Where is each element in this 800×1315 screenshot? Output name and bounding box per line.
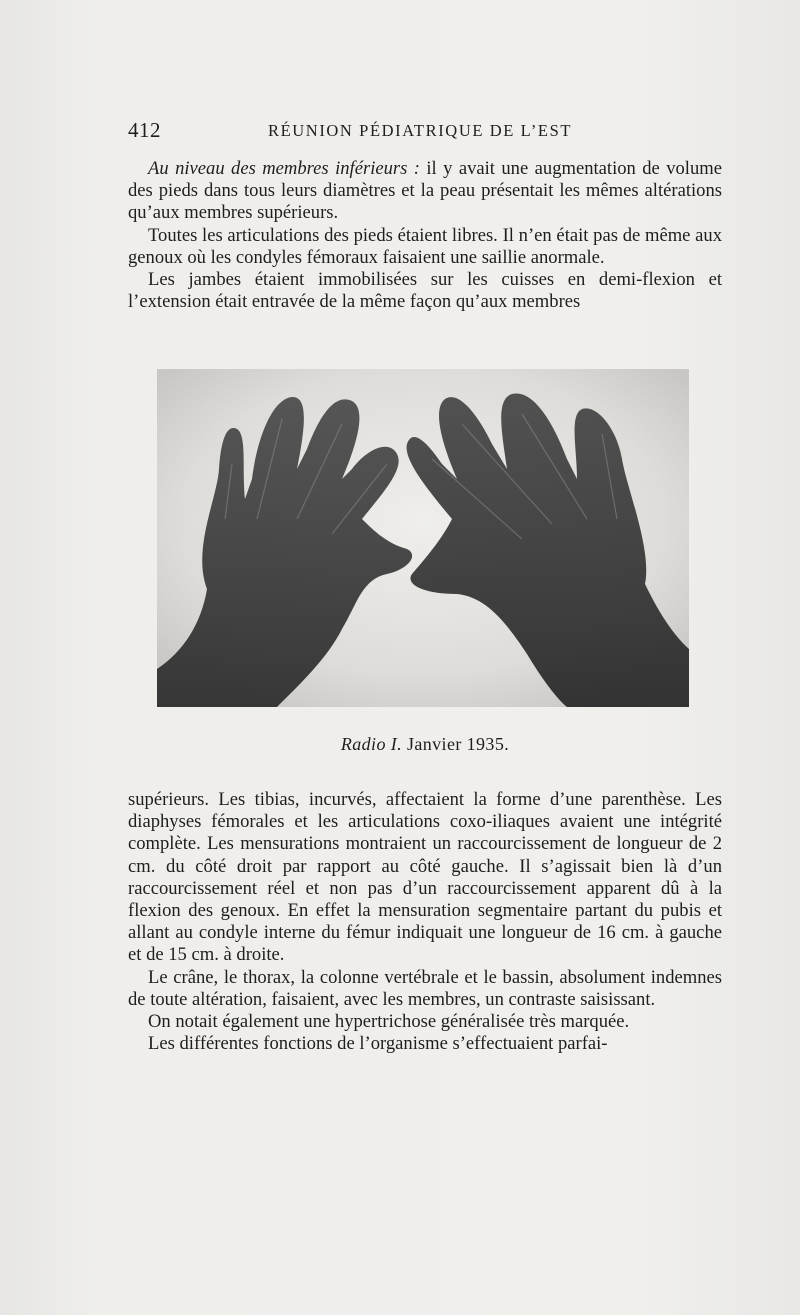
paragraph bbox=[128, 158, 722, 225]
page-header bbox=[128, 118, 722, 146]
figure-caption bbox=[128, 734, 722, 755]
text-block-bottom bbox=[128, 789, 722, 1055]
paragraph: On notait également une hypertrichose généralisée très marquée. bbox=[148, 1011, 630, 1033]
xray-hands-figure bbox=[157, 369, 689, 707]
paragraph-lead-italic: Au niveau des membres inférieurs : bbox=[148, 158, 420, 179]
paragraph: Le crâne, le thorax, la colonne vertébrale et le bassin, absolument indemnes de toute altération, faisaient, avec les membres, un contraste saisissant. bbox=[128, 966, 722, 1010]
paragraph: supérieurs. Les tibias, incurvés, affectaient la forme d’une parenthèse. Les diaphyses fémorales et les articulations coxo-iliaques avaient une intégrité complète. Les mensurations montraient un raccourcissement de longueur de 2 cm. du côté droit par rapport au côté gauche. Il s’agissait bien là d’un raccourcissement réel et non pas d’un raccourcissement apparent dû à la flexion des genoux. En effet la mensuration segmentaire partant du pubis et allant au condyle interne du fémur indiquait une longueur de 16 cm. à gauche et de 15 cm. à droite. bbox=[128, 789, 722, 966]
running-head: RÉUNION PÉDIATRIQUE DE L’EST bbox=[268, 121, 573, 140]
caption-label: Radio I. bbox=[340, 734, 403, 754]
caption-text: Janvier 1935. bbox=[402, 734, 510, 754]
text-block-top bbox=[128, 158, 722, 313]
paragraph: Les différentes fonctions de l’organisme s’effectuaient parfai- bbox=[148, 1033, 608, 1055]
paragraph: Les jambes étaient immobilisées sur les cuisses en demi-flexion et l’extension était entravée de la même façon qu’aux membres bbox=[128, 269, 722, 313]
page-number: 412 bbox=[128, 118, 161, 142]
paragraph: Toutes les articulations des pieds étaient libres. Il n’en était pas de même aux genoux où les condyles fémoraux faisaient une saillie anormale. bbox=[128, 224, 722, 268]
paragraph-text: il y avait une augmentation de volume des pieds dans tous leurs diamètres et la peau présentait les mêmes altérations qu’aux membres supérieurs. bbox=[128, 158, 722, 224]
